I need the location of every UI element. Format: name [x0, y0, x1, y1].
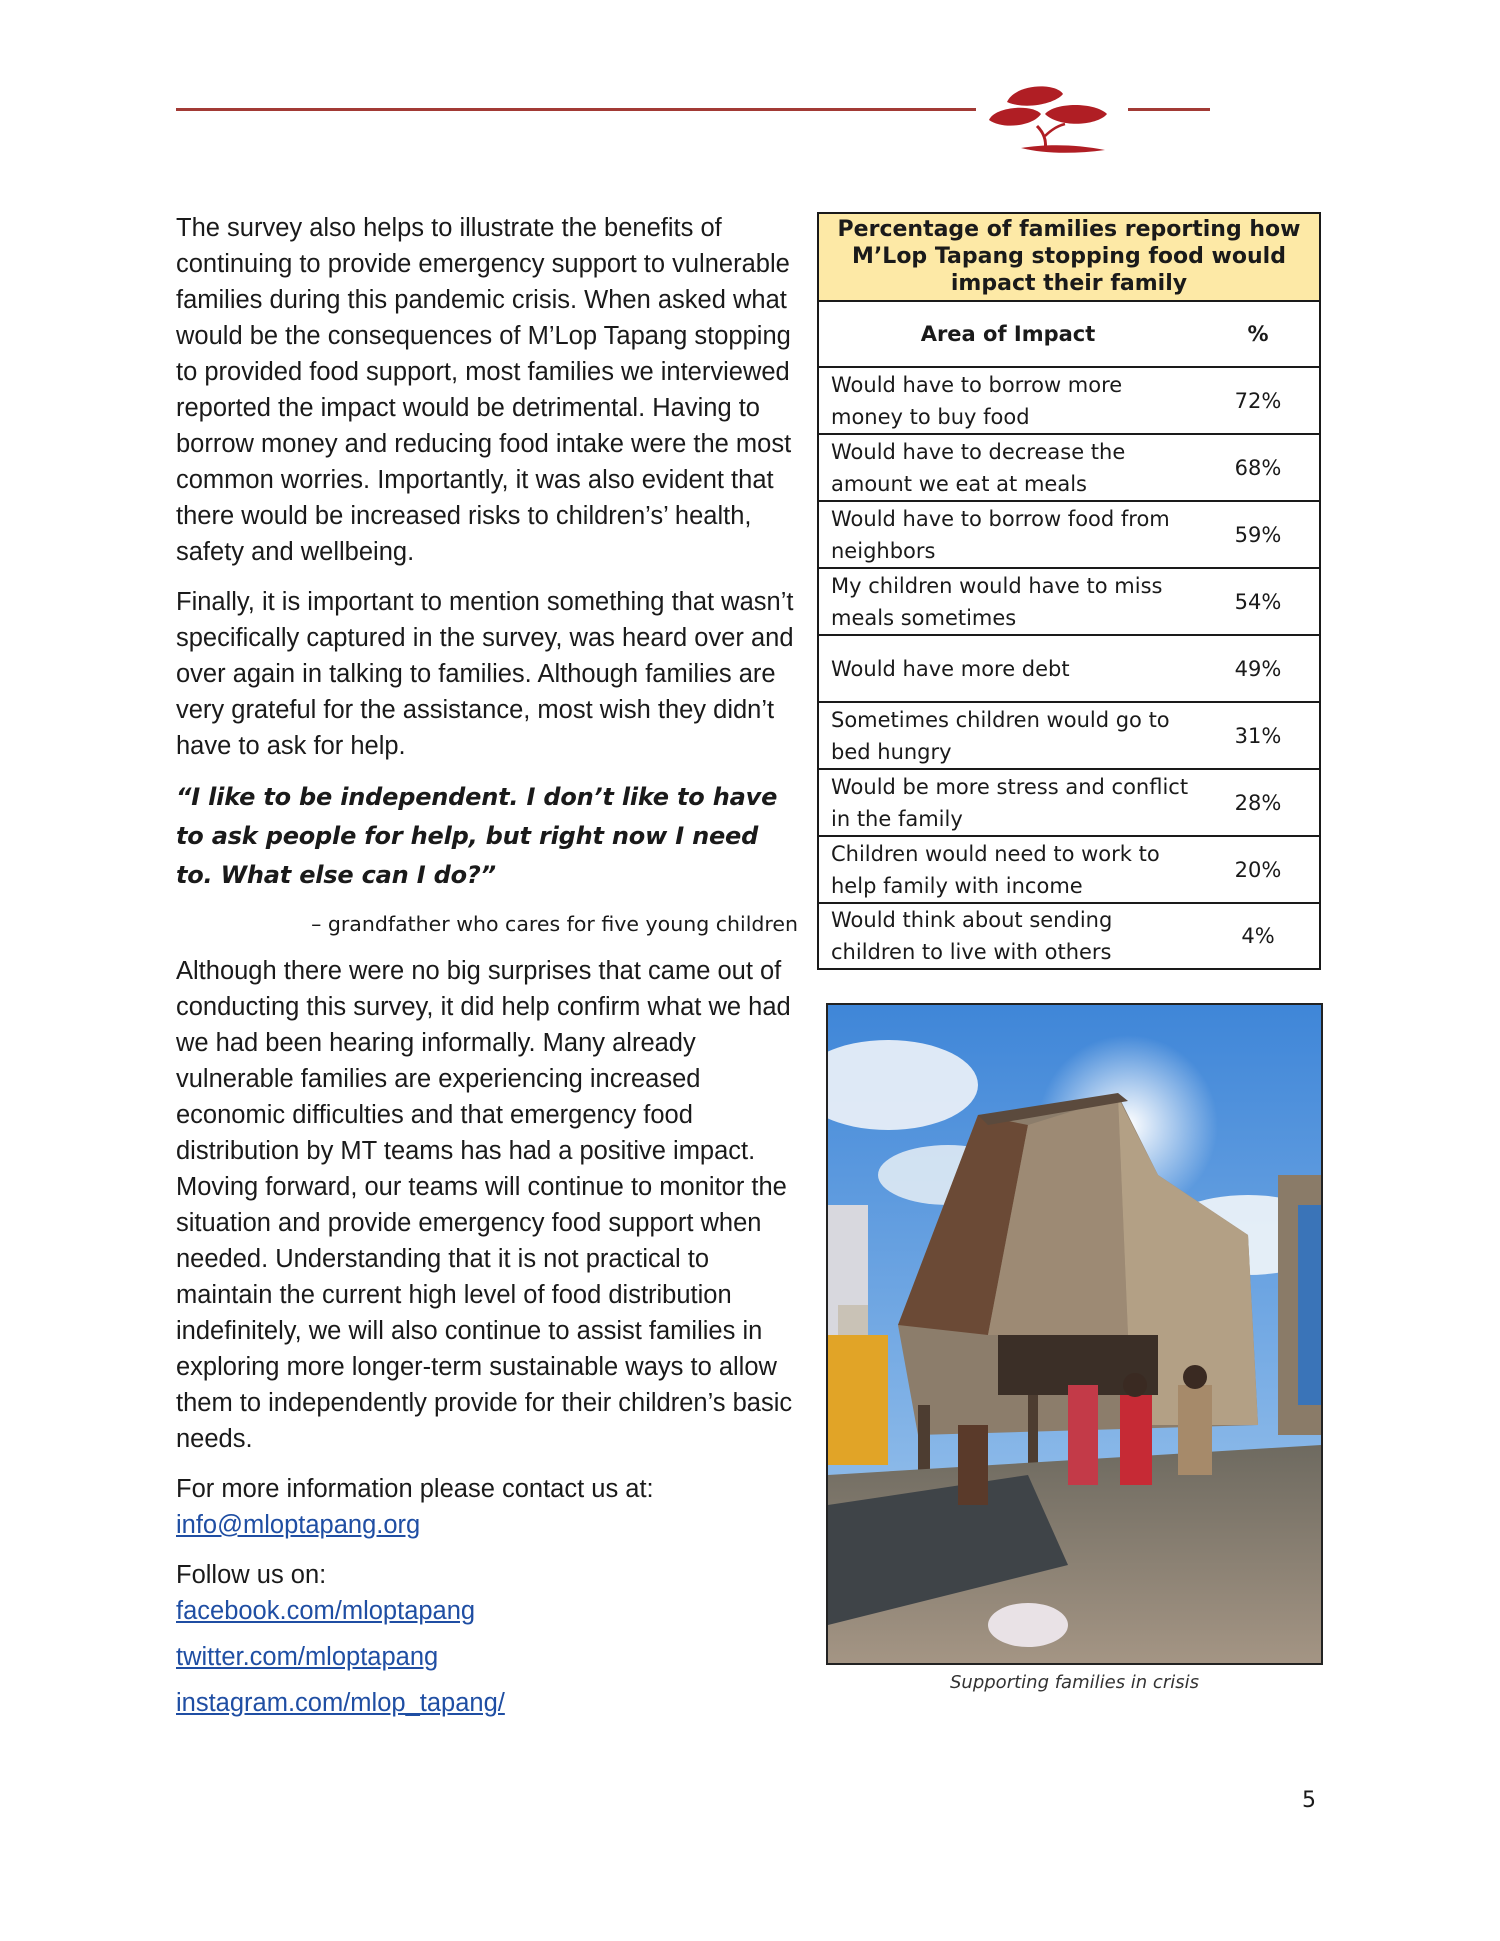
row-area: Sometimes children would go to bed hungry: [831, 707, 1170, 764]
row-area: Would be more stress and conflict in the family: [831, 774, 1189, 831]
family-quote: “I like to be independent. I don’t like to have to ask people for help, but right now I need to. What else can I do?”: [176, 783, 778, 889]
table-row: [819, 502, 1319, 569]
contact-block: [176, 1471, 798, 1543]
header-percent: %: [1247, 322, 1269, 346]
page-number: 5: [1302, 1788, 1316, 1813]
impact-table: [817, 212, 1321, 970]
table-row: [819, 636, 1319, 703]
facebook-link[interactable]: facebook.com/mloptapang: [176, 1597, 476, 1625]
table-row: [819, 435, 1319, 502]
contact-email-link[interactable]: info@mloptapang.org: [176, 1511, 421, 1539]
table-row: [819, 770, 1319, 837]
house-photo: [826, 1003, 1323, 1665]
row-percent: 59%: [1234, 522, 1282, 547]
row-percent: 68%: [1234, 455, 1282, 480]
twitter-link[interactable]: twitter.com/mloptapang: [176, 1643, 439, 1671]
row-percent: 72%: [1234, 388, 1282, 413]
row-percent: 20%: [1234, 857, 1282, 882]
table-row: [819, 368, 1319, 435]
row-percent: 49%: [1234, 656, 1282, 681]
mlop-tapang-logo-icon: [985, 80, 1120, 156]
row-percent: 4%: [1241, 924, 1275, 948]
body-text-column: [176, 210, 798, 1731]
table-row: [819, 703, 1319, 770]
row-percent: 54%: [1234, 589, 1282, 614]
instagram-link[interactable]: instagram.com/mlop_tapang/: [176, 1689, 505, 1717]
paragraph-finally: Finally, it is important to mention something that wasn’t specifically captured in the survey, was heard over and over again in talking to families. Although families are very grateful for the assistance, most wish they didn’t have to ask for help.: [176, 588, 794, 760]
header-rule-left: [176, 108, 976, 111]
row-area: Would think about sending children to live with others: [831, 908, 1113, 964]
row-area: Children would need to work to help family with income: [831, 841, 1160, 898]
follow-block: [176, 1557, 798, 1721]
table-row: [819, 569, 1319, 636]
contact-label: For more information please contact us at:: [176, 1475, 654, 1503]
header-area-of-impact: Area of Impact: [920, 322, 1096, 346]
paragraph-survey-benefits: The survey also helps to illustrate the benefits of continuing to provide emergency support to vulnerable families during this pandemic crisis. When asked what would be the consequences of M’Lop Tapang stopping to provided food support, most families we interviewed reported the impact would be detrimental. Having to borrow money and reducing food intake were the most common worries. Importantly, it was also evident that there would be increased risks to children’s’ health, safety and wellbeing.: [176, 214, 792, 566]
row-percent: 31%: [1234, 723, 1282, 748]
row-area: Would have to borrow more money to buy food: [831, 372, 1123, 429]
photo-caption: Supporting families in crisis: [950, 1672, 1199, 1693]
paragraph-conclusion: Although there were no big surprises that came out of conducting this survey, it did help confirm what we had we had been hearing informally. Many already vulnerable families are experiencing increased economic difficulties and that emergency food distribution by MT teams has had a positive impact. Moving forward, our teams will continue to monitor the situation and provide emergency food support when needed. Understanding that it is not practical to maintain the current high level of food distribution indefinitely, we will also continue to assist families in exploring more longer-term sustainable ways to allow them to independently provide for their children’s basic needs.: [176, 957, 793, 1453]
row-area: Would have to borrow food from neighbors: [831, 506, 1170, 563]
follow-label: Follow us on:: [176, 1561, 327, 1589]
table-header-row: [819, 302, 1319, 368]
row-area: Would have more debt: [831, 656, 1070, 681]
row-area: My children would have to miss meals sometimes: [831, 573, 1163, 630]
table-row: [819, 837, 1319, 904]
header-rule-right: [1128, 108, 1210, 111]
row-percent: 28%: [1234, 790, 1282, 815]
row-area: Would have to decrease the amount we eat at meals: [831, 439, 1126, 496]
quote-attribution: – grandfather who cares for five young children: [311, 912, 798, 936]
table-row: [819, 904, 1319, 968]
table-title: Percentage of families reporting how M’Lop Tapang stopping food would impact their family: [819, 214, 1319, 302]
